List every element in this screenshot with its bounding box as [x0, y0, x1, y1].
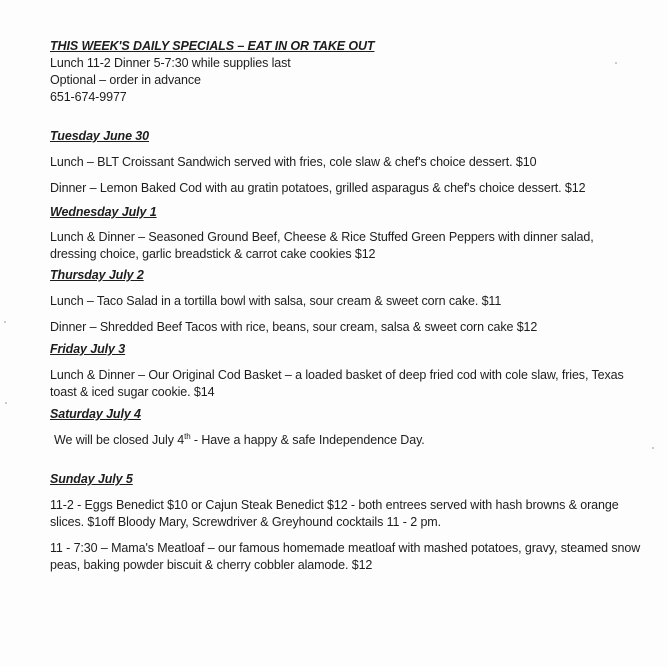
- scan-speck: [652, 447, 654, 449]
- scan-speck: [5, 402, 7, 404]
- ordinal-suffix: th: [184, 431, 191, 441]
- closed-text-tail: - Have a happy & safe Independence Day.: [190, 433, 425, 447]
- specials-document: [50, 38, 642, 574]
- day-heading-sunday: Sunday July 5: [50, 472, 133, 486]
- sunday-brunch: 11-2 - Eggs Benedict $10 or Cajun Steak Benedict $12 - both entrees served with hash browns & orange slices. $1off Bloody Mary, Screwdriver & Greyhound cocktails 11 - 2 pm.: [50, 498, 619, 529]
- day-heading-friday: Friday July 3: [50, 342, 126, 356]
- scan-speck: [4, 321, 6, 323]
- day-heading-thursday: Thursday July 2: [50, 268, 144, 282]
- closed-text: We will be closed July 4: [54, 433, 185, 447]
- wednesday-lunch-dinner: Lunch & Dinner – Seasoned Ground Beef, Cheese & Rice Stuffed Green Peppers with dinner salad, dressing choice, garlic breadstick & carrot cake cookies $12: [50, 230, 594, 261]
- friday-lunch-dinner: Lunch & Dinner – Our Original Cod Basket – a loaded basket of deep fried cod with cole slaw, fries, Texas toast & iced sugar cookie. $14: [50, 368, 624, 399]
- day-heading-wednesday: Wednesday July 1: [50, 205, 157, 219]
- day-heading-saturday: Saturday July 4: [50, 407, 141, 421]
- thursday-dinner: Dinner – Shredded Beef Tacos with rice, beans, sour cream, salsa & sweet corn cake $12: [50, 320, 538, 334]
- thursday-lunch: Lunch – Taco Salad in a tortilla bowl with salsa, sour cream & sweet corn cake. $11: [50, 294, 502, 308]
- hours-line: Lunch 11-2 Dinner 5-7:30 while supplies last: [50, 56, 291, 70]
- saturday-closed-note: [50, 432, 642, 449]
- sunday-meatloaf: 11 - 7:30 – Mama's Meatloaf – our famous homemade meatloaf with mashed potatoes, gravy, steamed snow peas, baking powder biscuit & cherry cobbler alamode. $12: [50, 541, 641, 572]
- tuesday-lunch: Lunch – BLT Croissant Sandwich served with fries, cole slaw & chef's choice dessert. $10: [50, 155, 537, 169]
- day-heading-tuesday: Tuesday June 30: [50, 129, 150, 143]
- page-title: THIS WEEK'S DAILY SPECIALS – EAT IN OR TAKE OUT: [50, 39, 375, 53]
- order-note: Optional – order in advance: [50, 73, 201, 87]
- tuesday-dinner: Dinner – Lemon Baked Cod with au gratin potatoes, grilled asparagus & chef's choice dessert. $12: [50, 181, 586, 195]
- phone-number: 651-674-9977: [50, 90, 127, 104]
